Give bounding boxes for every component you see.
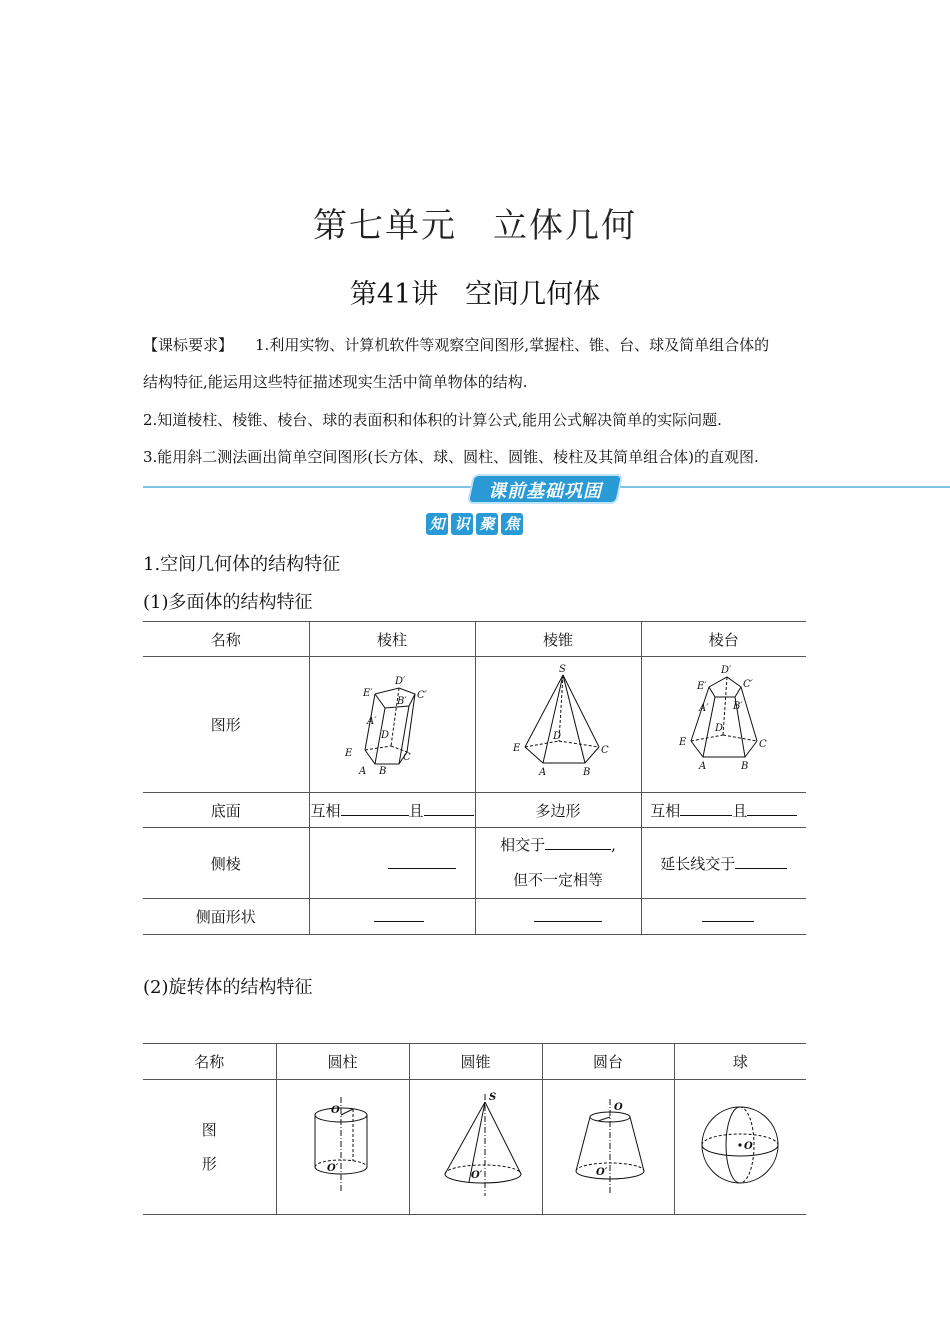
frustum-edge-cell (641, 828, 806, 899)
requirement-item-1-cont: 结构特征,能运用这些特征描述现实生活中简单物体的结构. (143, 373, 528, 391)
row-label: 底面 (143, 793, 309, 828)
cell-text: 但不一定相等 (512, 871, 603, 889)
frustum-figure (669, 663, 779, 783)
vertex-label: A (359, 765, 367, 777)
vertex-label: D (714, 722, 723, 734)
truncated-cone-figure (558, 1095, 658, 1195)
section-tag-char: 知 (426, 513, 448, 535)
pyramid-figure-cell (475, 657, 641, 793)
cylinder-figure-cell (276, 1080, 409, 1215)
center-label: O (744, 1141, 753, 1152)
vertex-label: S (559, 663, 566, 675)
header-cell: 棱台 (641, 622, 806, 657)
truncated-cone-figure-cell (542, 1080, 674, 1215)
vertex-label: E′ (696, 680, 707, 692)
vertex-label: D (553, 730, 562, 742)
frustum-figure-cell (641, 657, 806, 793)
vertex-label: D′ (395, 675, 406, 687)
cone-figure (421, 1090, 531, 1200)
vertex-label: C (758, 738, 767, 750)
row-label (143, 1080, 276, 1215)
center-label: O′ (326, 1163, 338, 1174)
vertex-label: C (403, 751, 411, 763)
answer-blank[interactable] (341, 801, 409, 816)
cell-text: 互相 (650, 801, 681, 820)
answer-blank[interactable] (374, 907, 424, 922)
pyramid-face-cell (475, 899, 641, 935)
pyramid-figure (503, 663, 613, 783)
cell-text: , (611, 836, 616, 854)
center-label: O′ (596, 1167, 608, 1178)
section-heading: 1.空间几何体的结构特征 (143, 554, 341, 575)
frustum-base-cell (641, 793, 806, 828)
row-label: 侧面形状 (143, 899, 309, 935)
row-label-char: 形 (201, 1155, 217, 1173)
vertex-label: E′ (363, 687, 373, 699)
cell-text: 延长线交于 (660, 854, 736, 873)
vertex-label: A (698, 760, 706, 772)
vertex-label: C′ (742, 678, 753, 690)
section-tag-char: 焦 (501, 513, 523, 535)
banner-label: 课前基础巩固 (488, 481, 602, 502)
vertex-label: B (379, 765, 387, 777)
prism-base-cell (309, 793, 475, 828)
requirement-item-3: 3.能用斜二测法画出简单空间图形(长方体、球、圆柱、圆锥、棱柱及其简单组合体)的直观图. (143, 448, 759, 466)
header-cell: 棱柱 (309, 622, 475, 657)
prism-edge-cell (309, 828, 475, 899)
subsection-heading: (1)多面体的结构特征 (143, 592, 313, 613)
cone-figure-cell (409, 1080, 542, 1215)
answer-blank[interactable] (747, 801, 797, 816)
sphere-figure (690, 1095, 790, 1195)
vertex-label: D (381, 729, 390, 741)
requirement-tag: 【课标要求】 (143, 336, 234, 354)
answer-blank[interactable] (424, 801, 474, 816)
prism-figure-cell (309, 657, 475, 793)
answer-blank[interactable] (534, 907, 602, 922)
unit-title: 第七单元 立体几何 (313, 206, 637, 246)
answer-blank[interactable] (735, 854, 787, 869)
vertex-label: D′ (720, 664, 732, 676)
section-tag-char: 识 (451, 513, 473, 535)
row-label-char: 图 (201, 1121, 217, 1139)
vertex-label: C (601, 744, 609, 756)
lecture-title: 第41讲 空间几何体 (349, 279, 601, 310)
header-cell: 圆台 (542, 1044, 674, 1080)
center-label: O′ (470, 1170, 482, 1181)
pyramid-edge-cell (475, 828, 641, 899)
vertex-label: E (345, 747, 353, 759)
cell-text: 且 (732, 801, 748, 820)
vertex-label: B′ (397, 695, 407, 707)
prism-figure (337, 668, 447, 778)
header-cell: 名称 (143, 622, 309, 657)
header-cell: 棱锥 (475, 622, 641, 657)
frustum-face-cell (641, 899, 806, 935)
row-label: 图形 (143, 657, 309, 793)
requirement-text: 1.利用实物、计算机软件等观察空间图形,掌握柱、锥、台、球及简单组合体的 (255, 336, 770, 354)
requirement-item-2: 2.知道棱柱、棱锥、棱台、球的表面积和体积的计算公式,能用公式解决简单的实际问题. (143, 411, 722, 429)
header-cell: 名称 (143, 1044, 276, 1080)
header-cell: 圆锥 (409, 1044, 542, 1080)
center-label: O (330, 1105, 340, 1116)
vertex-label: A′ (698, 702, 709, 714)
vertex-label: C′ (417, 689, 427, 701)
header-cell: 球 (674, 1044, 806, 1080)
answer-blank[interactable] (388, 854, 456, 869)
cell-text: 互相 (310, 801, 341, 820)
row-label: 侧棱 (143, 828, 309, 899)
polyhedron-table (143, 621, 806, 935)
sphere-figure-cell (674, 1080, 806, 1215)
section-tag-char: 聚 (476, 513, 498, 535)
answer-blank[interactable] (702, 907, 754, 922)
vertex-label: E (678, 736, 687, 748)
header-cell: 圆柱 (276, 1044, 409, 1080)
vertex-label: B′ (732, 700, 743, 712)
apex-label: S (488, 1092, 496, 1103)
cell-text: 相交于 (500, 836, 546, 854)
subsection-heading: (2)旋转体的结构特征 (143, 977, 313, 998)
prism-face-cell (309, 899, 475, 935)
center-label: O (614, 1102, 623, 1113)
vertex-label: B (583, 766, 591, 778)
vertex-label: A (539, 766, 547, 778)
cell-text: 且 (408, 801, 424, 820)
vertex-label: E (513, 742, 521, 754)
answer-blank[interactable] (680, 801, 732, 816)
answer-blank[interactable] (545, 835, 611, 850)
rotation-table (143, 1043, 806, 1215)
vertex-label: B (740, 760, 749, 772)
vertex-label: A′ (367, 715, 377, 727)
center-dot (739, 1143, 742, 1146)
cylinder-figure (293, 1095, 393, 1195)
pyramid-base-cell: 多边形 (475, 793, 641, 828)
requirement-item-1 (143, 335, 813, 355)
